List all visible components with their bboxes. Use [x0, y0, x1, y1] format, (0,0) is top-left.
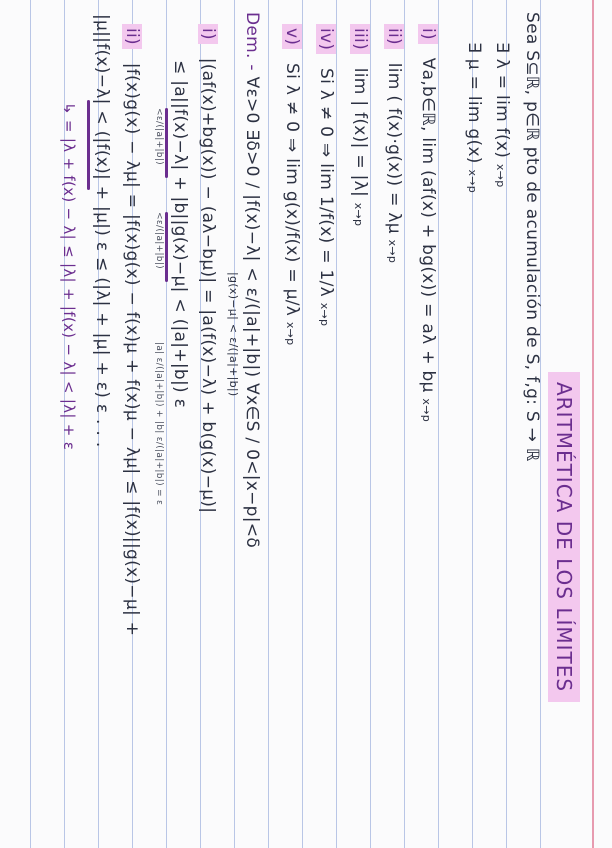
hypothesis-mu — [464, 42, 484, 193]
item-text: Si λ ≠ 0 ⇒ lim g(x)/f(x) = μ/λ — [282, 63, 302, 317]
brace-note: <ε/(|a|+|b|) — [154, 108, 164, 165]
intro-line: Sea S⊆ℝ, p∈ℝ pto de acumulación de S, f,g: S → ℝ — [522, 12, 542, 462]
item-tag: ii) — [384, 24, 404, 49]
page-title: ARITMÉTICA DE LOS LÍMITES — [548, 372, 580, 702]
hypothesis-mu-text: ∃ μ = lim g(x) — [464, 42, 484, 164]
item-sub: x→p — [284, 321, 297, 346]
proof-ii-line2: |μ||f(x)−λ| < (|f(x)| + |μ|) ε ≤ (|λ| + |μ| + ε) ε . . . — [92, 14, 112, 448]
proof-tag: i) — [198, 24, 218, 44]
proof-i-line2: ≤ |a||f(x)−λ| + |b||g(x)−μ| < (|a|+|b|) ε — [170, 60, 190, 409]
hypothesis-lambda-sub: x→p — [494, 163, 507, 188]
handwritten-notes — [8, 12, 588, 832]
underbrace — [165, 212, 168, 282]
item-sub: x→p — [318, 302, 331, 327]
item-ii — [384, 24, 404, 263]
proof-ii-line3: ↳ = |λ + f(x) − λ| ≤ |λ| + |f(x) − λ| < |λ| + ε — [60, 102, 78, 451]
item-text: Si λ ≠ 0 ⇒ lim 1/f(x) = 1/λ — [316, 68, 336, 297]
item-sub: x→p — [386, 239, 399, 264]
item-tag: iii) — [350, 24, 370, 54]
hypothesis-lambda-text: ∃ λ = lim f(x) — [492, 42, 512, 159]
brace-note: <ε/(|a|+|b|) — [154, 212, 164, 269]
item-iii — [350, 24, 370, 226]
item-i — [418, 24, 438, 422]
item-text: lim ( f(x)·g(x)) = λμ — [384, 62, 404, 234]
dem-text: ∀ε>0 ∃δ>0 / |f(x)−λ| < ε/(|a|+|b|) ∀x∈S / 0<|x−p|<δ — [242, 76, 262, 549]
underbrace — [165, 108, 168, 178]
dem-below: |g(x)−μ| < ε/(|a|+|b|) — [227, 272, 240, 397]
hypothesis-lambda — [492, 42, 512, 188]
margin-line — [592, 0, 594, 848]
item-sub: x→p — [420, 398, 433, 422]
hypothesis-mu-sub: x→p — [466, 169, 479, 194]
dem-label: Dem. - — [242, 12, 262, 71]
item-iv — [316, 24, 336, 326]
proof-ii-text1: |f(x)g(x) − λμ| = |f(x)g(x) − f(x)μ + f(x)μ − λμ| ≤ |f(x)||g(x)−μ| + — [122, 62, 142, 637]
proof-i-text1: |(af(x)+bg(x)) − (aλ−bμ)| = |a(f(x)−λ) + b(g(x)−μ)| — [198, 57, 218, 514]
proof-ii-line1 — [122, 24, 142, 636]
item-text: lim | f(x)| = |λ| — [350, 67, 370, 197]
item-text: ∀a,b∈ℝ, lim (af(x) + bg(x)) = aλ + bμ — [418, 57, 438, 393]
demonstration — [242, 12, 262, 548]
item-v — [282, 24, 302, 345]
sum-note: |a| ε/(|a|+|b|) + |b| ε/(|a|+|b|) = ε — [154, 342, 164, 506]
item-tag: i) — [418, 24, 438, 44]
proof-tag: ii) — [122, 24, 142, 49]
item-tag: v) — [282, 24, 302, 49]
underbrace — [87, 100, 90, 190]
proof-i-line1 — [198, 24, 218, 513]
item-tag: iv) — [316, 24, 336, 54]
item-sub: x→p — [352, 202, 365, 227]
